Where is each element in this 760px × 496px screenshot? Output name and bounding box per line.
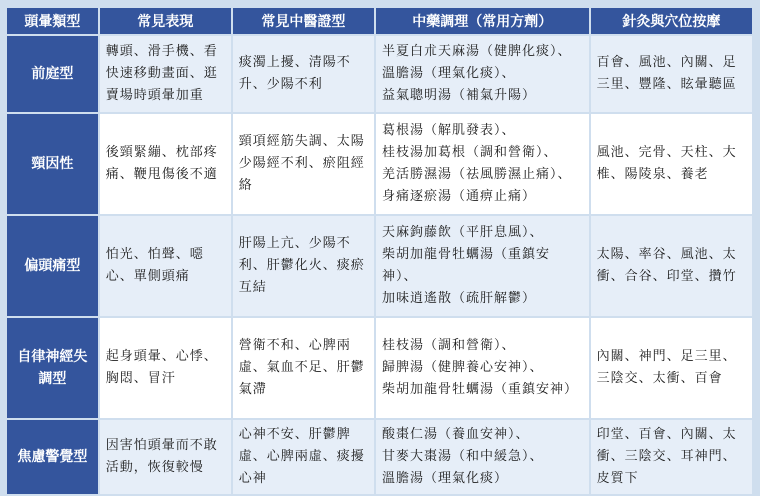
header-acupoints: 針灸與穴位按摩 bbox=[591, 8, 752, 34]
row-acupoints: 風池、完骨、天柱、大椎、陽陵泉、養老 bbox=[591, 114, 752, 214]
row-herbs bbox=[376, 36, 589, 112]
vertigo-tcm-table bbox=[5, 6, 754, 496]
herb-item: 加味逍遙散（疏肝解鬱） bbox=[381, 291, 536, 306]
header-type: 頭暈類型 bbox=[7, 8, 98, 34]
row-syndrome: 心神不安、肝鬱脾虛、心脾兩虛、痰擾心神 bbox=[233, 420, 374, 494]
row-acupoints: 百會、風池、內關、足三里、豐隆、眩暈聽區 bbox=[591, 36, 752, 112]
row-acupoints: 太陽、率谷、風池、太衝、合谷、印堂、攢竹 bbox=[591, 216, 752, 316]
row-acupoints: 印堂、百會、內關、太衝、三陰交、耳神門、皮質下 bbox=[591, 420, 752, 494]
row-type: 自律神經失調型 bbox=[7, 318, 98, 418]
row-symptoms: 起身頭暈、心悸、胸悶、冒汗 bbox=[100, 318, 231, 418]
table-row bbox=[7, 216, 752, 316]
herb-item: 溫膽湯（理氣化痰） bbox=[381, 471, 508, 486]
table-row bbox=[7, 420, 752, 494]
row-type: 偏頭痛型 bbox=[7, 216, 98, 316]
row-symptoms: 因害怕頭暈而不敢活動，恢復較慢 bbox=[100, 420, 231, 494]
row-syndrome: 痰濁上擾、清陽不升、少陽不利 bbox=[233, 36, 374, 112]
row-acupoints: 內關、神門、足三里、三陰交、太衝、百會 bbox=[591, 318, 752, 418]
row-herbs bbox=[376, 216, 589, 316]
herb-item: 柴胡加龍骨牡蠣湯（重鎮安神）、 bbox=[381, 247, 550, 284]
header-row bbox=[7, 8, 752, 34]
herb-item: 羌活勝濕湯（祛風勝濕止痛）、 bbox=[381, 167, 572, 182]
herb-item: 半夏白朮天麻湯（健脾化痰）、 bbox=[381, 44, 572, 59]
header-symptoms: 常見表現 bbox=[100, 8, 231, 34]
table-row bbox=[7, 36, 752, 112]
row-herbs bbox=[376, 420, 589, 494]
herb-item: 益氣聰明湯（補氣升陽） bbox=[381, 88, 536, 103]
table-row bbox=[7, 318, 752, 418]
herb-item: 酸棗仁湯（養血安神）、 bbox=[381, 427, 530, 442]
row-type: 頸因性 bbox=[7, 114, 98, 214]
row-herbs bbox=[376, 318, 589, 418]
herb-item: 桂枝湯加葛根（調和營衛）、 bbox=[381, 145, 558, 160]
herb-item: 葛根湯（解肌發表）、 bbox=[381, 123, 516, 138]
row-syndrome: 營衛不和、心脾兩虛、氣血不足、肝鬱氣滯 bbox=[233, 318, 374, 418]
herb-item: 溫膽湯（理氣化痰）、 bbox=[381, 66, 516, 81]
row-syndrome: 肝陽上亢、少陽不利、肝鬱化火、痰瘀互結 bbox=[233, 216, 374, 316]
header-syndrome: 常見中醫證型 bbox=[233, 8, 374, 34]
row-syndrome: 頸項經筋失調、太陽少陽經不利、瘀阻經絡 bbox=[233, 114, 374, 214]
row-herbs bbox=[376, 114, 589, 214]
header-herbs: 中藥調理（常用方劑） bbox=[376, 8, 589, 34]
row-symptoms: 後頸緊繃、枕部疼痛、鞭甩傷後不適 bbox=[100, 114, 231, 214]
row-type: 焦慮警覺型 bbox=[7, 420, 98, 494]
table-row bbox=[7, 114, 752, 214]
row-type: 前庭型 bbox=[7, 36, 98, 112]
herb-item: 歸脾湯（健脾養心安神）、 bbox=[381, 360, 544, 375]
herb-item: 柴胡加龍骨牡蠣湯（重鎮安神） bbox=[381, 382, 578, 397]
herb-item: 身痛逐瘀湯（通痹止痛） bbox=[381, 189, 536, 204]
herb-item: 天麻鉤藤飲（平肝息風）、 bbox=[381, 225, 544, 240]
row-symptoms: 轉頭、滑手機、看快速移動畫面、逛賣場時頭暈加重 bbox=[100, 36, 231, 112]
row-symptoms: 怕光、怕聲、噁心、單側頭痛 bbox=[100, 216, 231, 316]
herb-item: 桂枝湯（調和營衛）、 bbox=[381, 338, 516, 353]
herb-item: 甘麥大棗湯（和中緩急）、 bbox=[381, 449, 544, 464]
